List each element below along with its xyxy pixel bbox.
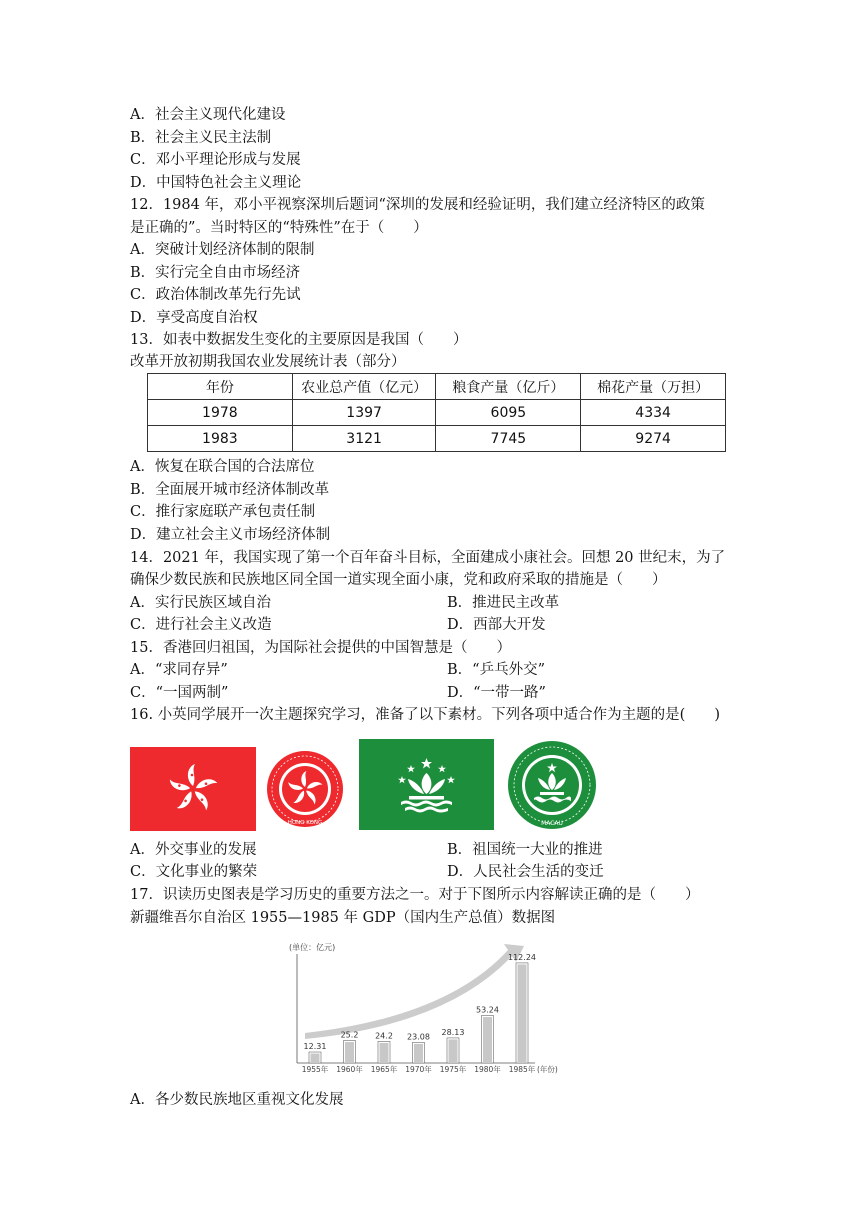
q14-stem-line2: 确保少数民族和民族地区同全国一道实现全面小康，党和政府采取的措施是（ ） [130, 572, 667, 588]
chart-bar-fill [380, 1043, 389, 1063]
q15-option-c: C．“一国两制” [130, 685, 229, 701]
gdp-bar-chart [285, 938, 575, 1080]
agri-stats-table [147, 373, 726, 452]
table-header-cell: 棉花产量（万担） [581, 374, 726, 400]
table-header-cell: 粮食产量（亿斤） [436, 374, 581, 400]
q15-stem: 15．香港回归祖国，为国际社会提供的中国智慧是（ ） [130, 640, 511, 656]
bar-value-label: 28.13 [441, 1027, 465, 1037]
q15-option-b: B．“乒乓外交” [447, 662, 545, 678]
q12-option-b: B．实行完全自由市场经济 [130, 265, 301, 281]
x-tick-label: 1955年 [301, 1065, 329, 1074]
chart-bar-fill [518, 964, 527, 1063]
q11-option-c: C．邓小平理论形成与发展 [130, 152, 301, 168]
chart-bar-fill [449, 1039, 458, 1063]
q16-option-b: B．祖国统一大业的推进 [447, 842, 603, 858]
hong-kong-emblem-text: HONG KONG [287, 820, 323, 826]
x-tick-label: 1980年 [474, 1065, 501, 1074]
q17-chart-title: 新疆维吾尔自治区 1955—1985 年 GDP（国内生产总值）数据图 [130, 910, 556, 926]
q13-option-c: C．推行家庭联产承包责任制 [130, 504, 316, 520]
table-cell: 7745 [436, 426, 581, 452]
bar-value-label: 25.2 [340, 1030, 359, 1040]
q12-stem-line1: 12．1984 年，邓小平视察深圳后题词“深圳的发展和经验证明，我们建立经济特区的政策 [130, 197, 705, 213]
x-axis-label: (年份) [537, 1065, 558, 1074]
q13-option-b: B．全面展开城市经济体制改革 [130, 482, 330, 498]
table-row [148, 426, 726, 452]
q12-option-d: D．享受高度自治权 [130, 310, 258, 326]
q14-option-c: C．进行社会主义改造 [130, 617, 272, 633]
bar-value-label: 24.2 [375, 1031, 393, 1041]
table-cell: 4334 [581, 400, 726, 426]
x-tick-label: 1985年 [508, 1065, 536, 1074]
chart-unit-label: (单位：亿元) [289, 943, 336, 952]
table-row [148, 400, 726, 426]
x-tick-label: 1970年 [405, 1065, 432, 1074]
q11-option-d: D．中国特色社会主义理论 [130, 175, 302, 191]
x-tick-label: 1965年 [370, 1065, 398, 1074]
q12-option-a: A．突破计划经济体制的限制 [130, 242, 315, 258]
table-cell: 3121 [292, 426, 436, 452]
q15-option-a: A．“求同存异” [130, 662, 228, 678]
bar-value-label: 23.08 [407, 1032, 430, 1042]
q14-option-a: A．实行民族区域自治 [130, 595, 271, 611]
q14-option-b: B．推进民主改革 [447, 595, 560, 611]
q17-option-a: A．各少数民族地区重视文化发展 [130, 1092, 344, 1108]
q16-option-a: A．外交事业的发展 [130, 842, 257, 858]
table-header-row [148, 374, 726, 400]
q13-stem: 13．如表中数据发生变化的主要原因是我国（ ） [130, 332, 468, 348]
q16-option-d: D．人民社会生活的变迁 [447, 864, 604, 880]
q14-stem-line1: 14．2021 年，我国实现了第一个百年奋斗目标，全面建成小康社会。回想 20 世纪末，为了 [130, 550, 726, 566]
x-tick-label: 1975年 [439, 1065, 467, 1074]
q14-option-d: D．西部大开发 [447, 617, 546, 633]
q16-stem: 16. 小英同学展开一次主题探究学习，准备了以下素材。下列各项中适合作为主题的是( ) [130, 707, 720, 723]
q17-stem: 17．识读历史图表是学习历史的重要方法之一。对于下图所示内容解读正确的是（ ） [130, 887, 700, 903]
table-header-cell: 年份 [148, 374, 293, 400]
q12-option-c: C．政治体制改革先行先试 [130, 287, 301, 303]
q13-option-a: A．恢复在联合国的合法席位 [130, 459, 315, 475]
hong-kong-flag [130, 747, 256, 831]
chart-bar-fill [345, 1042, 354, 1063]
table-cell: 1978 [148, 400, 293, 426]
q11-option-a: A．社会主义现代化建设 [130, 107, 286, 123]
hong-kong-emblem [263, 747, 347, 831]
q15-option-d: D．“一带一路” [447, 685, 546, 701]
macau-emblem-text: MACAU [541, 820, 563, 827]
q13-option-d: D．建立社会主义市场经济体制 [130, 527, 331, 543]
x-tick-label: 1960年 [336, 1065, 363, 1074]
table-header-cell: 农业总产值（亿元） [292, 374, 436, 400]
table-cell: 1983 [148, 426, 293, 452]
bar-value-label: 53.24 [476, 1005, 499, 1015]
q12-stem-line2: 是正确的”。当时特区的“特殊性”在于（ ） [130, 220, 428, 236]
macau-emblem [506, 739, 598, 831]
macau-flag [359, 739, 494, 830]
q16-option-c: C．文化事业的繁荣 [130, 864, 258, 880]
bar-value-label: 12.31 [303, 1042, 327, 1052]
bar-value-label: 112.24 [508, 952, 536, 962]
table-cell: 9274 [581, 426, 726, 452]
table-cell: 1397 [292, 400, 436, 426]
chart-bar-fill [311, 1054, 320, 1063]
q11-option-b: B．社会主义民主法制 [130, 130, 272, 146]
chart-bar-fill [483, 1017, 492, 1063]
table-cell: 6095 [436, 400, 581, 426]
q13-table-title: 改革开放初期我国农业发展统计表（部分） [130, 354, 406, 370]
chart-bar-fill [414, 1044, 423, 1063]
